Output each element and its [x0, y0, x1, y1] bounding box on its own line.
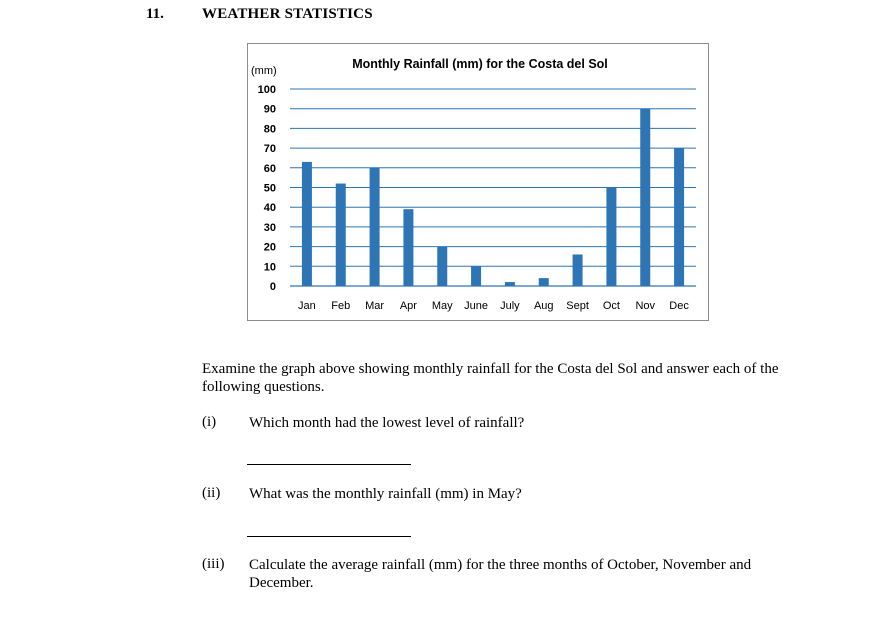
bar-sept	[573, 254, 583, 286]
bar-apr	[403, 209, 413, 286]
y-axis-label: (mm)	[251, 65, 277, 77]
bar-mar	[370, 168, 380, 286]
y-tick-label: 90	[263, 103, 276, 116]
x-tick-labels	[298, 300, 689, 312]
bar-jan	[302, 162, 312, 286]
bar-july	[505, 282, 515, 286]
bar-oct	[606, 188, 616, 287]
y-tick-label: 50	[263, 182, 276, 195]
question-text-iii: Calculate the average rainfall (mm) for the three months of October, November and December.	[249, 557, 752, 591]
rainfall-chart	[247, 43, 709, 321]
bar-nov	[640, 109, 650, 286]
y-tick-label: 20	[263, 241, 276, 254]
x-tick-label: Aug	[533, 300, 554, 312]
section-title: WEATHER STATISTICS	[202, 6, 373, 22]
x-tick-label: Jan	[298, 300, 316, 312]
question-text-i: Which month had the lowest level of rainfall?	[249, 415, 525, 431]
y-tick-label: 100	[257, 84, 276, 96]
x-tick-label: Nov	[635, 300, 656, 312]
y-tick-label: 60	[263, 162, 276, 175]
x-tick-label: June	[464, 300, 489, 312]
y-tick-label: 70	[263, 143, 276, 156]
y-tick-label: 80	[263, 123, 276, 136]
chart-svg	[248, 44, 708, 320]
question-number: 11.	[146, 6, 164, 22]
bar-may	[437, 247, 447, 286]
bar-feb	[336, 184, 346, 286]
answer-line-i[interactable]	[247, 464, 411, 465]
question-label-iii: (iii)	[202, 556, 225, 572]
bar-dec	[674, 148, 684, 286]
y-tick-label: 30	[263, 221, 276, 234]
x-tick-label: July	[500, 300, 520, 312]
x-tick-label: Apr	[399, 300, 417, 312]
question-text-ii: What was the monthly rainfall (mm) in May?	[249, 486, 522, 502]
x-tick-label: Mar	[365, 300, 385, 312]
question-label-i: (i)	[202, 414, 217, 430]
y-tick-labels	[258, 84, 276, 293]
x-tick-label: Dec	[669, 300, 689, 312]
answer-line-ii[interactable]	[247, 536, 411, 537]
chart-title: Monthly Rainfall (mm) for the Costa del Sol	[352, 57, 608, 71]
y-tick-label: 10	[263, 261, 276, 274]
x-tick-label: Sept	[566, 300, 589, 312]
x-tick-label: May	[431, 300, 453, 312]
y-tick-label: 0	[269, 281, 276, 293]
x-tick-label: Feb	[331, 300, 351, 312]
bars	[302, 109, 684, 286]
bar-aug	[539, 278, 549, 286]
question-label-ii: (ii)	[202, 485, 221, 501]
grid-lines	[290, 89, 696, 286]
instructions: Examine the graph above showing monthly rainfall for the Costa del Sol and answer each of the following questions.	[202, 361, 779, 395]
x-tick-label: Oct	[602, 300, 620, 312]
bar-june	[471, 266, 481, 286]
y-tick-label: 40	[263, 202, 276, 215]
